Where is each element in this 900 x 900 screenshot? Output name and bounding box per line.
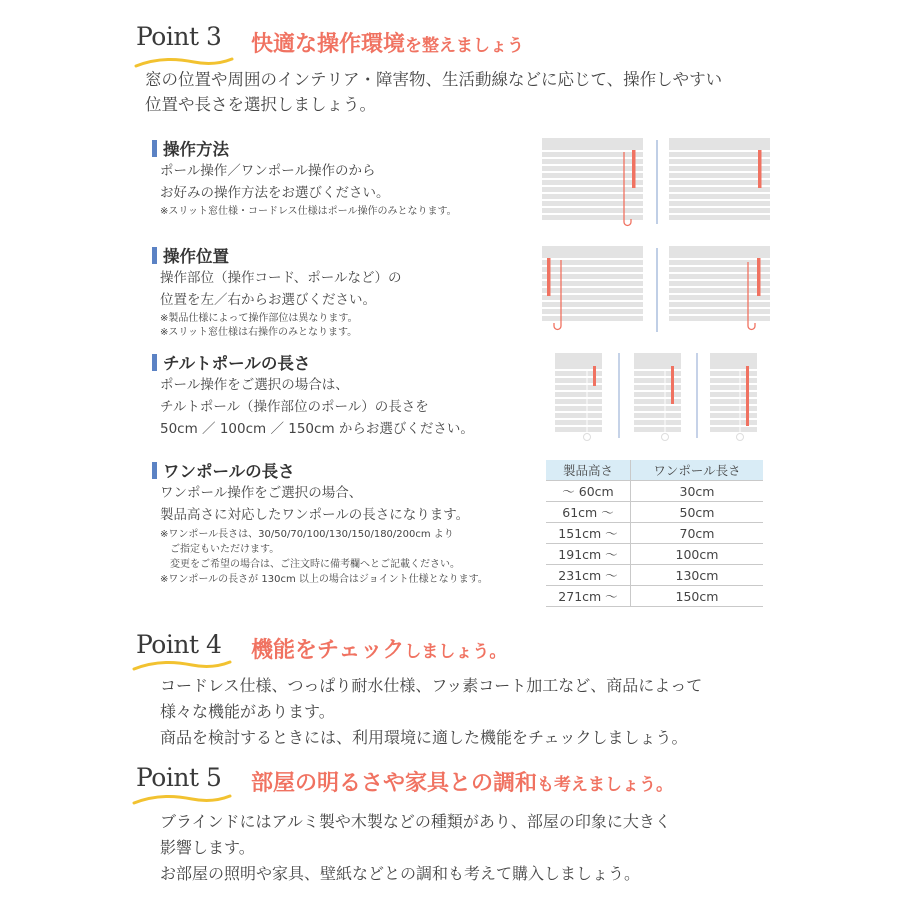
operation-method-illustration — [535, 132, 775, 232]
cell-height: 231cm ～ — [546, 565, 631, 586]
body-line: 50cm ／ 100cm ／ 150cm からお選びください。 — [160, 421, 474, 437]
section-body — [160, 374, 474, 440]
note-line: ※ワンポール長さは、30/50/70/100/130/150/180/200cm より — [160, 529, 454, 540]
point4-body — [160, 673, 702, 751]
tilt-pole-50cm-icon — [555, 353, 602, 441]
note-line: ご指定もいただけます。 — [160, 544, 280, 555]
cell-height: 151cm ～ — [546, 523, 631, 544]
cell-height: 271cm ～ — [546, 586, 631, 607]
table-row — [546, 586, 763, 607]
right-operation-blind-icon — [669, 246, 770, 330]
section-body — [160, 267, 402, 311]
table-row — [546, 565, 763, 586]
table-row — [546, 544, 763, 565]
section-body — [160, 160, 390, 204]
left-operation-blind-icon — [542, 246, 643, 330]
section-title: 操作方法 — [163, 140, 229, 159]
cell-height: 61cm ～ — [546, 502, 631, 523]
body-line: お好みの操作方法をお選びください。 — [160, 185, 390, 201]
body-line: 様々な機能があります。 — [160, 702, 335, 721]
body-line: 商品を検討するときには、利用環境に適した機能をチェックしましょう。 — [160, 728, 688, 747]
one-pole-length-table — [546, 460, 763, 607]
heading-bar-icon — [152, 140, 157, 157]
table-row — [546, 481, 763, 502]
body-line: ワンポール操作をご選択の場合、 — [160, 485, 363, 501]
pole-operation-blind-icon — [542, 138, 643, 226]
point3-heading-main: 快適な操作環境 — [251, 32, 406, 57]
point5-heading-main: 部屋の明るさや家具との調和 — [251, 771, 538, 796]
body-line: ブラインドにはアルミ製や木製などの種類があり、部屋の印象に大きく — [160, 812, 671, 831]
section-title: 操作位置 — [163, 247, 229, 266]
cell-length: 50cm — [631, 502, 764, 523]
body-line: チルトポール（操作部位のポール）の長さを — [160, 399, 429, 415]
cell-length: 30cm — [631, 481, 764, 502]
point3-intro — [145, 67, 722, 117]
point4-label: Point 4 — [136, 630, 222, 659]
note-line: ※スリット窓仕様は右操作のみとなります。 — [160, 327, 358, 338]
point4-heading-sub: しましょう。 — [404, 642, 507, 662]
body-line: 製品高さに対応したワンポールの長さになります。 — [160, 507, 470, 523]
cell-height: 191cm ～ — [546, 544, 631, 565]
body-line: ポール操作をご選択の場合は、 — [160, 377, 349, 393]
cell-length: 100cm — [631, 544, 764, 565]
point5-body — [160, 809, 671, 887]
body-line: ポール操作／ワンポール操作のから — [160, 163, 376, 179]
column-header-product-height: 製品高さ — [546, 460, 631, 481]
intro-line: 窓の位置や周囲のインテリア・障害物、生活動線などに応じて、操作しやすい — [145, 70, 723, 89]
heading-bar-icon — [152, 247, 157, 264]
body-line: お部屋の照明や家具、壁紙などとの調和も考えて購入しましょう。 — [160, 864, 641, 883]
note-line: ※製品仕様によって操作部位は異なります。 — [160, 313, 358, 324]
point4-heading — [251, 633, 506, 664]
point5-heading — [251, 766, 673, 797]
section-heading-tilt-pole-length — [152, 350, 310, 374]
cell-length: 70cm — [631, 523, 764, 544]
section-title: チルトポールの長さ — [163, 354, 311, 373]
section-heading-operation-method — [152, 136, 229, 160]
operation-position-illustration — [535, 240, 775, 340]
cell-length: 150cm — [631, 586, 764, 607]
body-line: 影響します。 — [160, 838, 255, 857]
body-line: 位置を左／右からお選びください。 — [160, 292, 376, 308]
note-line: 変更をご希望の場合は、ご注文時に備考欄へとご記載ください。 — [160, 559, 460, 570]
one-pole-operation-blind-icon — [669, 138, 770, 220]
section-notes — [160, 527, 488, 587]
section-heading-operation-position — [152, 243, 229, 267]
body-line: コードレス仕様、つっぱり耐水仕様、フッ素コート加工など、商品によって — [160, 676, 703, 695]
heading-bar-icon — [152, 462, 157, 479]
tilt-pole-150cm-icon — [710, 353, 757, 441]
heading-bar-icon — [152, 354, 157, 371]
section-notes — [160, 312, 358, 340]
table-row — [546, 502, 763, 523]
point4-heading-main: 機能をチェック — [251, 638, 405, 663]
section-title: ワンポールの長さ — [163, 462, 295, 481]
table-row — [546, 523, 763, 544]
swash-underline-icon — [132, 658, 232, 672]
point3-label: Point 3 — [136, 22, 222, 51]
intro-line: 位置や長さを選択しましょう。 — [145, 95, 376, 114]
point3-heading-sub: を整えましょう — [405, 36, 525, 56]
tilt-pole-illustration — [548, 348, 768, 444]
point5-heading-sub: も考えましょう。 — [537, 775, 674, 795]
cell-length: 130cm — [631, 565, 764, 586]
body-line: 操作部位（操作コード、ポールなど）の — [160, 270, 402, 286]
tilt-pole-100cm-icon — [634, 353, 681, 441]
point3-heading — [251, 27, 524, 58]
column-header-one-pole-length: ワンポール長さ — [631, 460, 764, 481]
section-body — [160, 482, 469, 526]
table-header-row — [546, 460, 763, 481]
note-line: ※ワンポールの長さが 130cm 以上の場合はジョイント仕様となります。 — [160, 574, 488, 585]
section-heading-one-pole-length — [152, 458, 295, 482]
swash-underline-icon — [132, 792, 232, 806]
cell-height: ～ 60cm — [546, 481, 631, 502]
section-note: ※スリット窓仕様・コードレス仕様はポール操作のみとなります。 — [160, 206, 457, 217]
point5-label: Point 5 — [136, 763, 222, 792]
